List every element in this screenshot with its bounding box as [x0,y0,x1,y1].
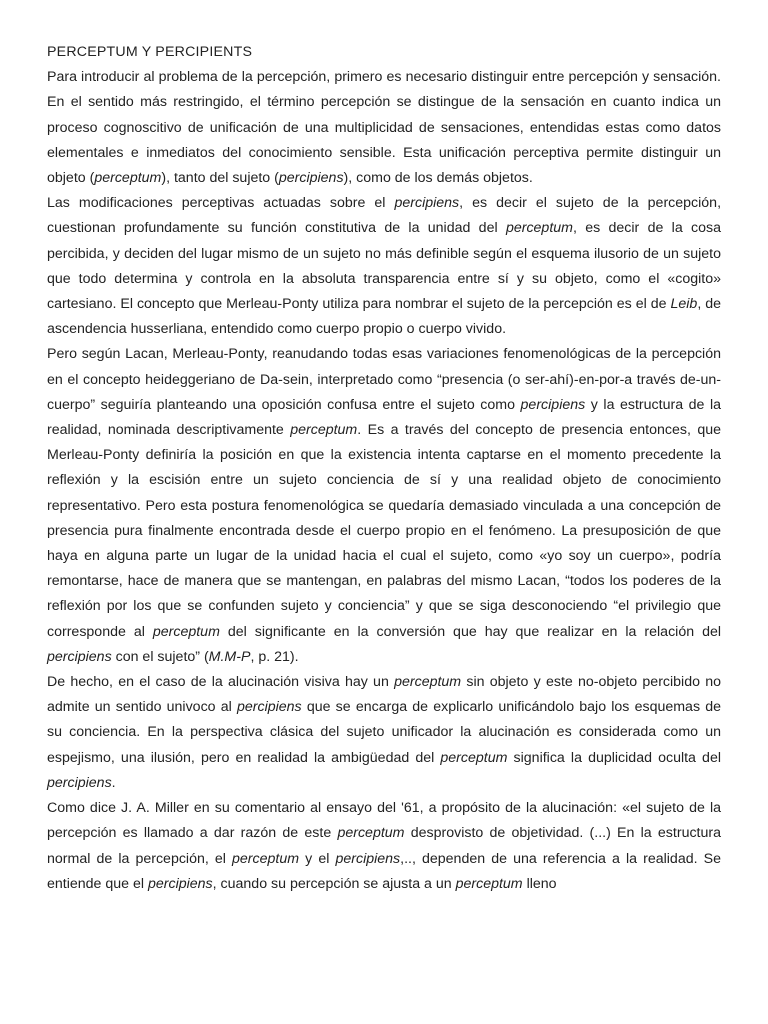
paragraph-1 [47,65,721,191]
text-run: De hecho, en el caso de la alucinación visiva hay un [47,674,395,691]
document-title: PERCEPTUM Y PERCIPIENTS [47,44,253,60]
text-run: . Es a través del concepto de presencia entonces, que Merleau-Ponty definiría la posición en que la existencia intenta captarse en el momento precedente la reflexión y la escisión entre un sujeto conciencia de sí y una realidad objeto de conocimiento representativo. Pero esta postura fenomenológica se quedaría demasiado vinculada a una concepción de presencia pura finalmente encontrada desde el cuerpo propio en el fenómeno. La presuposición de que haya en alguna parte un lugar de la unidad hacia el cual el sujeto, como «yo soy un cuerpo», podría remontarse, hace de manera que se mantengan, en palabras del mismo Lacan, “todos los poderes de la reflexión por los que se confunden sujeto y conciencia” y que se siga desconociendo “el privilegio que corresponde al [47,422,721,640]
italic-term: percipiens [520,396,586,413]
italic-term: percipiens [278,170,344,187]
paragraph-5 [47,796,721,897]
italic-term: Leib [670,296,698,313]
text-run: sin objeto y este no-objeto percibido no admite un sentido univoco al [47,674,722,716]
text-run: significa la duplicidad oculta del [507,749,721,766]
italic-term: percipiens [47,774,112,791]
text-run: , de ascendencia husserliana, entendido como cuerpo propio o cuerpo vivido. [47,296,722,338]
italic-term: perceptum [440,749,508,766]
text-run: , es decir de la cosa percibida, y deciden del lugar mismo de un sujeto no más definible según el esquema ilusorio de un sujeto que todo determina y controla en la absoluta transparencia entre sí y su objeto, como el «cogito» cartesiano. El concepto que Merleau-Ponty utiliza para nombrar el sujeto de la percepción es el de [47,220,721,313]
text-run: del significante en la conversión que hay que realizar en la relación del [219,623,722,640]
text-run: Para introducir al problema de la percepción, primero es necesario distinguir entre percepción y sensación. En el sentido más restringido, el término percepción se distingue de la sensación en cuanto indica un proceso cognoscitivo de unificación de una multiplicidad de sensaciones, entendidas estas como datos elementales e inmediatos del conocimiento sensible. Esta unificación perceptiva permite distinguir un objeto ( [47,69,721,187]
text-run: y el [299,850,336,867]
italic-term: percipiens [147,875,213,892]
text-run: que se encarga de explicarlo unificándolo bajo los esquemas de su conciencia. En la perspectiva clásica del sujeto unificador la alucinación es considerada como un espejismo, una ilusión, pero en realidad la ambigüedad del [47,699,722,766]
italic-term: percipiens [236,699,302,716]
italic-term: percipiens [394,195,460,212]
text-run: ), tanto del sujeto ( [161,170,279,187]
text-run: , p. 21). [250,648,299,665]
italic-term: perceptum [232,850,300,867]
italic-term: M.M-P [208,648,251,665]
paragraph-2 [47,191,721,342]
text-run: Pero según Lacan, Merleau-Ponty, reanudando todas esas variaciones fenomenológicas de la percepción en el concepto heideggeriano de Da-sein, interpretado como “presencia (o ser-ahí)-en-por-a través de-un-cuerpo” seguiría planteando una oposición confusa entre el sujeto como [47,346,721,413]
text-run: Como dice J. A. Miller en su comentario al ensayo del '61, a propósito de la alucinación: «el sujeto de la percepción es llamado a dar razón de este [47,800,721,842]
text-run: . [111,774,116,791]
italic-term: perceptum [394,674,462,691]
italic-term: perceptum [337,825,405,842]
text-run: y la estructura de la realidad, nominada descriptivamente [47,396,722,439]
italic-term: percipiens [335,850,401,867]
italic-term: perceptum [94,170,162,187]
italic-term: perceptum [290,422,358,439]
text-run: desprovisto de objetividad. (...) En la estructura normal de la percepción, el [47,825,722,867]
paragraph-4 [47,670,721,796]
text-run: ), como de los demás objetos. [343,170,533,187]
text-run: , es decir el sujeto de la percepción, cuestionan profundamente su función constitutiva de la unidad del [47,195,722,237]
text-run: Las modificaciones perceptivas actuadas sobre el [47,195,395,212]
text-run: con el sujeto” ( [111,648,209,665]
text-run: ,.., dependen de una referencia a la realidad. Se entiende que el [47,850,721,892]
italic-term: perceptum [152,623,220,640]
document-body [47,40,721,897]
paragraph-list [47,65,721,897]
italic-term: perceptum [455,875,523,892]
italic-term: percipiens [47,648,112,665]
italic-term: perceptum [505,220,573,237]
paragraph-3 [47,342,721,670]
text-run: , cuando su percepción se ajusta a un [212,875,456,892]
text-run: lleno [522,875,557,892]
